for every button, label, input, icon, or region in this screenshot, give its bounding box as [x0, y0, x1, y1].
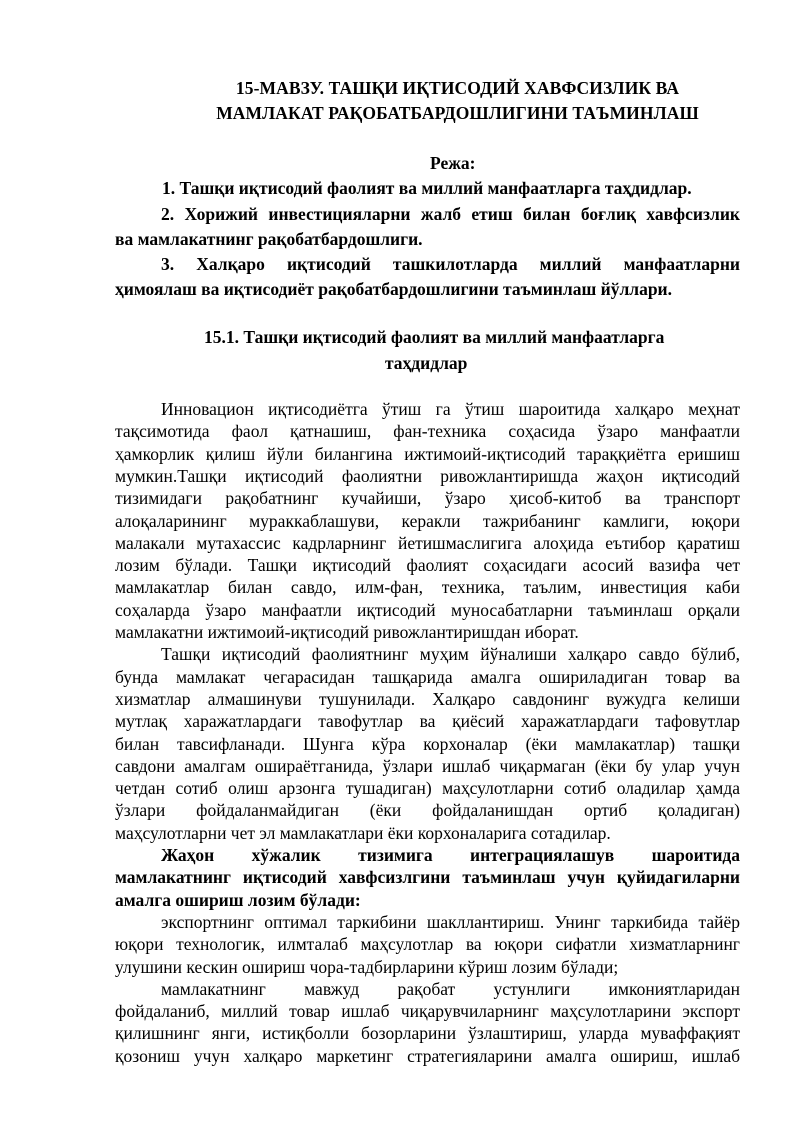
- body-line: четдан сотиб олиш арзонга тушадиган) маҳсулотларни сотиб оладилар ҳамда: [115, 778, 740, 799]
- plan-heading: Режа:: [430, 153, 476, 173]
- body-line: ҳамкорлик қилиш йўли билангина ижтимоий-иқтисодий тараққиётга еришиш: [115, 443, 740, 464]
- body-line: ўзлари фойдаланмайдиган (ёки фойдаланишдан ортиб қоладиган): [115, 800, 740, 821]
- plan-item-2-cont: ва мамлакатнинг рақобатбардошлиги.: [115, 229, 423, 249]
- body-line: маҳсулотларни чет эл мамлакатлари ёки корхоналарига сотадилар.: [115, 822, 611, 843]
- body-line: мамлакатнинг иқтисодий хавфсизлгини таъминлаш учун қуйидагиларни: [115, 867, 740, 888]
- body-line: фойдаланиб, миллий товар ишлаб чиқарувчиларнинг маҳсулотларини экспорт: [115, 1001, 740, 1022]
- plan-item-3-cont: ҳимоялаш ва иқтисодиёт рақобатбардошлигини таъминлаш йўллари.: [115, 279, 673, 299]
- body-line: мамлакатнинг мавжуд рақобат устунлиги имкониятларидан: [161, 978, 740, 999]
- body-line: хизматлар алмашинуви тушунилади. Халқаро савдонинг вужудга келиши: [115, 688, 740, 709]
- body-line: мамлакатни ижтимоий-иқтисодий ривожлантиришдан иборат.: [115, 622, 579, 642]
- document-title-line-1: 15-МАВЗУ. ТАШҚИ ИҚТИСОДИЙ ХАВФСИЗЛИК ВА: [235, 78, 680, 98]
- section-heading-line-2: таҳдидлар: [385, 353, 468, 373]
- plan-item-1: 1. Ташқи иқтисодий фаолият ва миллий манфаатларга таҳдидлар.: [162, 178, 692, 198]
- body-line: тизимидаги рақобатнинг кучайиши, ўзаро ҳисоб-китоб ва транспорт: [115, 488, 740, 509]
- body-line: лозим бўлади. Ташқи иқтисодий фаолият соҳасидаги асосий вазифа чет: [115, 555, 740, 576]
- body-line: амалга ошириш лозим бўлади:: [115, 889, 361, 910]
- body-line: бунда мамлакат чегарасидан ташқарида амалга ошириладиган товар ва: [115, 666, 740, 687]
- plan-item-2: 2. Хорижий инвестицияларни жалб етиш билан боғлиқ хавфсизлик: [161, 204, 740, 224]
- plan-item-3: 3. Халқаро иқтисодий ташкилотларда миллий манфаатларни: [161, 254, 740, 274]
- body-line: тақсимотида фаол қатнашиш, фан-техника соҳасида ўзаро манфаатли: [115, 421, 740, 442]
- body-line: соҳаларда ўзаро манфаатли иқтисодий муносабатларни таъминлаш орқали: [115, 599, 740, 620]
- body-line: экспортнинг оптимал таркибини шакллантириш. Унинг таркибида тайёр: [161, 911, 740, 932]
- body-line: улушини кескин ошириш чора-тадбирларини кўриш лозим бўлади;: [115, 956, 619, 977]
- document-title-line-2: МАМЛАКАТ РАҚОБАТБАРДОШЛИГИНИ ТАЪМИНЛАШ: [216, 103, 699, 123]
- body-line: мутлақ харажатлардаги тавофутлар ва қиёсий харажатлардаги тафовутлар: [115, 711, 740, 732]
- body-line: мамлакатлар билан савдо, илм-фан, техника, таълим, инвестиция каби: [115, 577, 740, 598]
- body-line: билан тавсифланади. Шунга кўра корхоналар (ёки мамлакатлар) ташқи: [115, 733, 740, 754]
- body-line: қозониш учун халқаро маркетинг стратегияларини амалга ошириш, ишлаб: [115, 1045, 740, 1066]
- body-line: Ташқи иқтисодий фаолиятнинг муҳим йўналиши халқаро савдо бўлиб,: [161, 644, 740, 665]
- body-line: малакали мутахассис кадрларнинг йетишмаслигига алоҳида еътибор қаратиш: [115, 532, 740, 553]
- section-heading-line-1: 15.1. Ташқи иқтисодий фаолият ва миллий манфаатларга: [204, 327, 665, 347]
- body-line: қилишнинг янги, истиқболли бозорларини ўзлаштириш, уларда муваффақият: [115, 1023, 740, 1044]
- body-line: юқори технологик, илмталаб маҳсулотлар ва юқори сифатли хизматларнинг: [115, 934, 740, 955]
- body-line: Инновацион иқтисодиётга ўтиш га ўтиш шароитида халқаро меҳнат: [161, 399, 740, 419]
- body-line: алоқаларининг мураккаблашуви, керакли тажрибанинг камлиги, юқори: [115, 510, 740, 531]
- body-line: мумкин.Ташқи иқтисодий фаолиятни ривожлантиришда жаҳон иқтисодий: [115, 465, 740, 486]
- body-line: савдони амалгам ошираётганида, ўзлари ишлаб чиқармаган (ёки бу улар учун: [115, 755, 740, 776]
- body-line: Жаҳон хўжалик тизимига интеграциялашув шароитида: [161, 845, 740, 865]
